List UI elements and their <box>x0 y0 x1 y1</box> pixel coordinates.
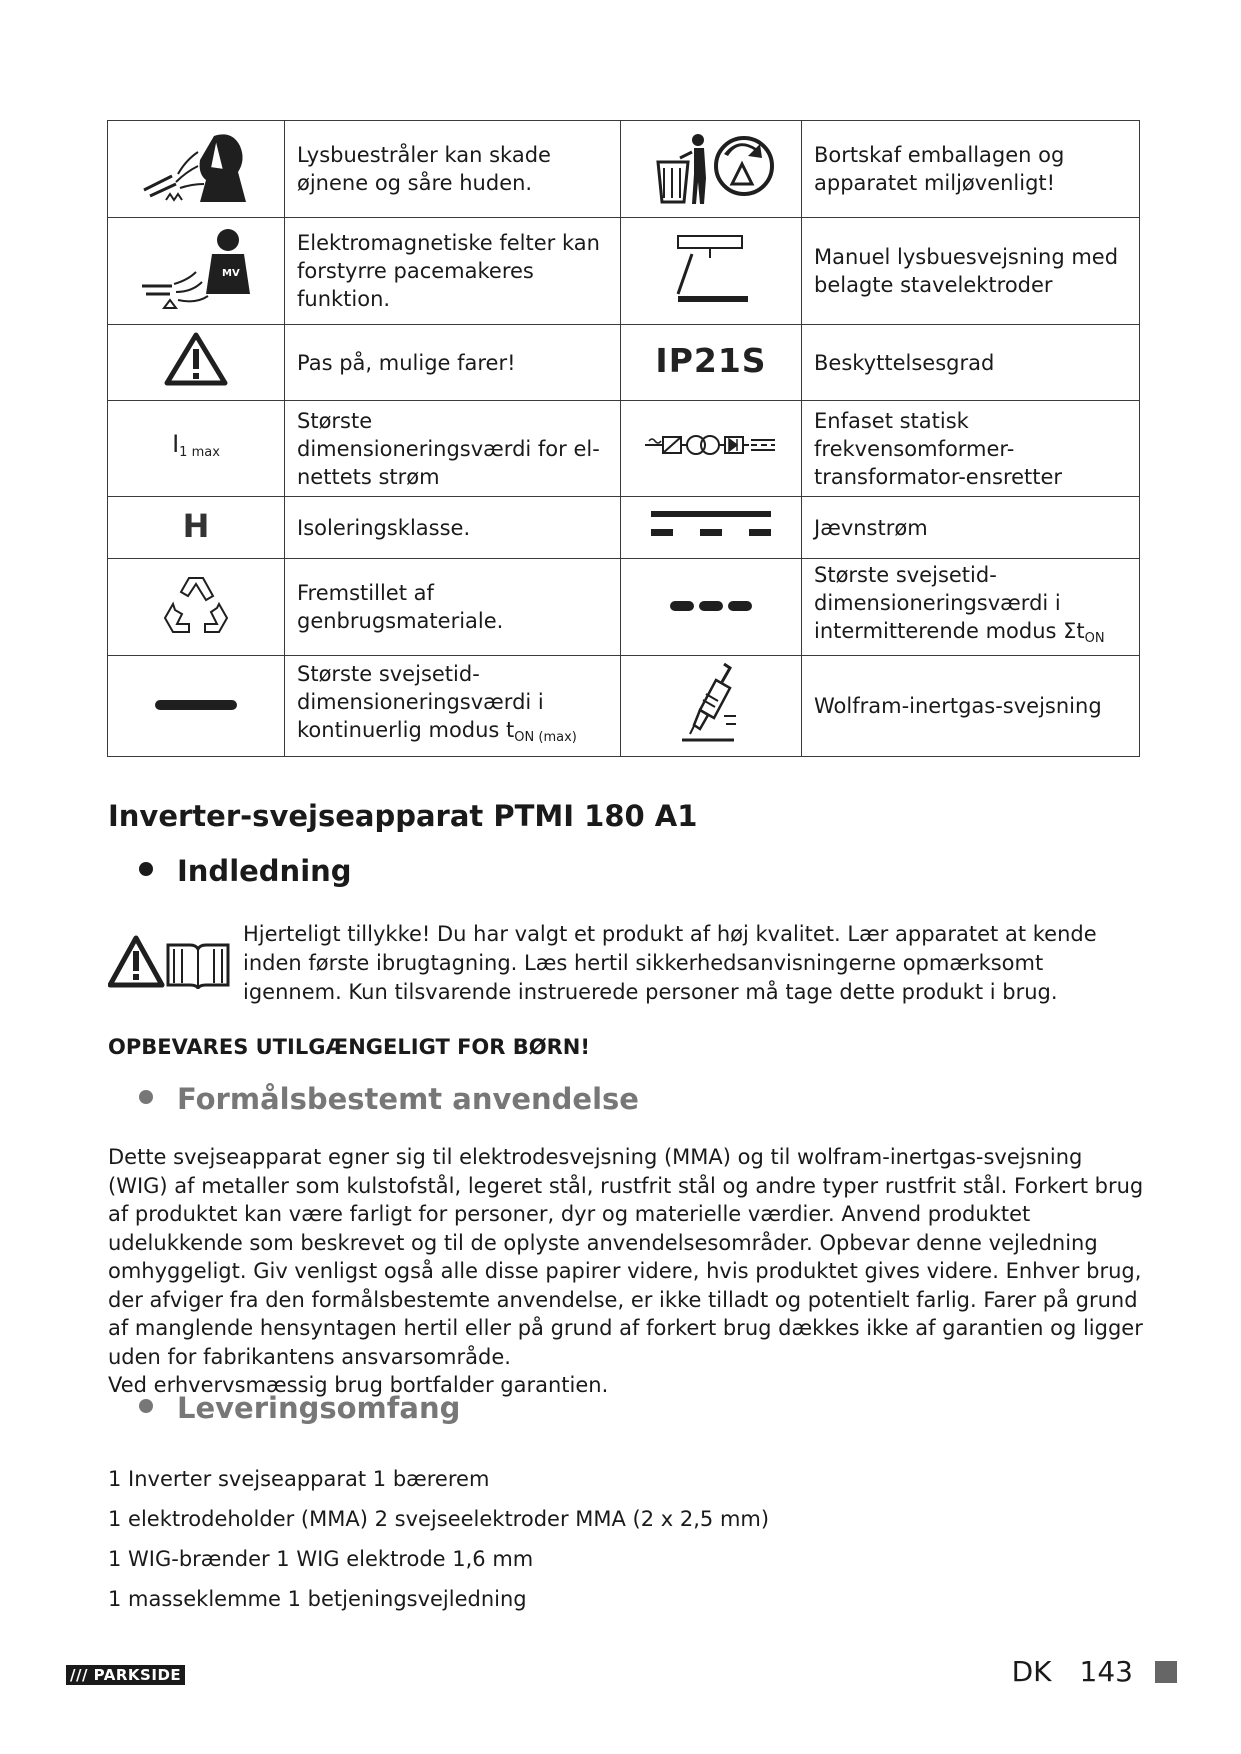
list-item: 1 elektrodeholder (MMA) 2 svejseelektroder MMA (2 x 2,5 mm) <box>108 1507 770 1531</box>
language-code: DK <box>1011 1655 1052 1688</box>
bullet-icon <box>139 862 153 876</box>
intro-icons <box>108 935 230 993</box>
section-heading-scope-of-delivery: Leveringsomfang <box>139 1391 460 1425</box>
symbol-description: Pas på, mulige farer! <box>285 325 621 401</box>
parkside-logo: /// PARKSIDE <box>66 1665 185 1685</box>
ip-rating-label: IP21S <box>621 325 802 401</box>
electrode-welding-icon <box>621 218 802 325</box>
symbol-description: Fremstillet af genbrugsmateriale. <box>285 559 621 656</box>
delivery-list <box>108 1465 769 1625</box>
symbols-table <box>107 120 1140 757</box>
symbol-description: Største svejsetid-dimensioneringsværdi i kontinuerlig modus $t_{ON (max)}$ <box>285 656 621 757</box>
inverter-diagram-icon <box>621 401 802 497</box>
svg-text:MV: MV <box>222 267 240 279</box>
list-item: 1 masseklemme 1 betjeningsvejledning <box>108 1587 527 1611</box>
solid-line-icon <box>108 656 285 757</box>
current-max-label: $I_{1 max}$ <box>108 401 285 497</box>
dashed-line-icon <box>621 559 802 656</box>
page-number: 143 <box>1079 1655 1133 1688</box>
symbol-description: Beskyttelsesgrad <box>802 325 1140 401</box>
symbol-description: Manuel lysbuesvejsning med belagte stavelektroder <box>802 218 1140 325</box>
bullet-icon <box>139 1090 153 1104</box>
section-heading-intro: Indledning <box>139 854 352 888</box>
electromagnetic-field-icon <box>108 218 285 325</box>
page-title: Inverter-svejseapparat PTMI 180 A1 <box>108 799 698 833</box>
insulation-class-label: H <box>108 497 285 559</box>
section-heading-intended-use: Formålsbestemt anvendelse <box>139 1082 639 1116</box>
intro-text: Hjerteligt tillykke! Du har valgt et produkt af høj kvalitet. Lær apparatet at kende inden første ibrugtagning. Læs hertil sikkerhedsanvisningerne opmærksomt igennem. Kun tilsvarende instruerede personer må tage dette produkt i brug. <box>243 922 1097 1004</box>
warning-triangle-icon <box>110 938 162 985</box>
child-warning: OPBEVARES UTILGÆNGELIGT FOR BØRN! <box>108 1035 590 1059</box>
symbol-description: Største svejsetid-dimensioneringsværdi i intermitterende modus $\Sigma t_{ON}$ <box>802 559 1140 656</box>
direct-current-icon <box>621 497 802 559</box>
bullet-icon <box>139 1399 153 1413</box>
list-item: 1 WIG-brænder 1 WIG elektrode 1,6 mm <box>108 1547 534 1571</box>
symbol-description: Enfaset statisk frekvensomformer-transformator-ensretter <box>802 401 1140 497</box>
symbol-description: Elektromagnetiske felter kan forstyrre pacemakeres funktion. <box>285 218 621 325</box>
symbol-description: Wolfram-inertgas-svejsning <box>802 656 1140 757</box>
list-item: 1 Inverter svejseapparat 1 bærerem <box>108 1467 490 1491</box>
symbol-description: Største dimensioneringsværdi for el-nettets strøm <box>285 401 621 497</box>
symbol-description: Bortskaf emballagen og apparatet miljøvenligt! <box>802 121 1140 218</box>
symbol-description: Jævnstrøm <box>802 497 1140 559</box>
intended-use-text: Dette svejseapparat egner sig til elektrodesvejsning (MMA) og til wolfram-inertgas-svejsning (WIG) af metaller som kulstofstål, legeret stål, rustfrit stål og andre typer rustfrit stål. Forkert brug af produktet kan være farligt for personer, dyr og materielle værdier. Anvend produktet udelukkende som beskrevet og til de oplyste anvendelsesområder. Opbevar denne vejledning omhyggeligt. Giv venligst også alle disse papirer videre, hvis produktet gives videre. Enhver brug, der afviger fra den formålsbestemte anvendelse, er ikke tilladt og potentielt farlig. Farer på grund af manglende hensyntagen hertil eller på grund af forkert brug dækkes ikke af garantien og ligger uden for fabrikantens ansvarsområde. Ved erhvervsmæssig brug bortfalder garantien. <box>108 1145 1144 1397</box>
square-marker-icon <box>1155 1661 1177 1683</box>
disposal-recycle-icon <box>621 121 802 218</box>
symbol-description: Isoleringsklasse. <box>285 497 621 559</box>
manual-book-icon <box>168 945 228 988</box>
recycle-icon <box>108 559 285 656</box>
tig-torch-icon <box>621 656 802 757</box>
page-footer <box>1012 1655 1177 1688</box>
symbol-description: Lysbuestråler kan skade øjnene og såre huden. <box>285 121 621 218</box>
warning-triangle-icon <box>108 325 285 401</box>
arc-radiation-icon <box>108 121 285 218</box>
